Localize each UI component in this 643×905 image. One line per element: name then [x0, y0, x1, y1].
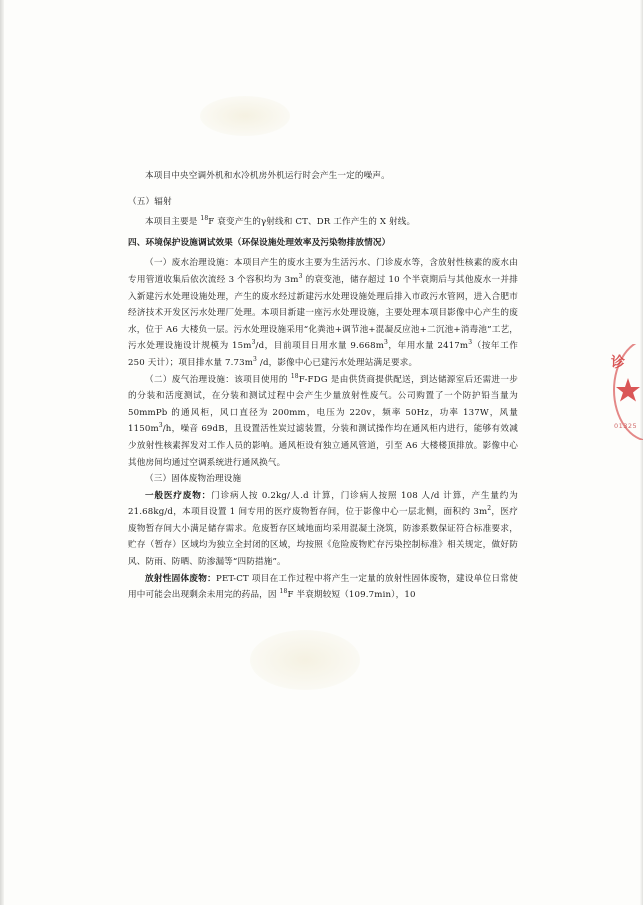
scan-blot-top: [200, 96, 290, 136]
paragraph-radioactive-waste: 放射性固体废物：PET-CT 项目在工作过程中将产生一定量的放射性固体废物，建设单位日常使用中可能会出现剩余未用完的药品，因 $^{18}$F 半衰期较短（109.7min），10: [128, 573, 518, 601]
radioactive-waste-label: 放射性固体废物：: [145, 573, 217, 584]
scan-left-edge: [0, 0, 4, 905]
paragraph-medical-waste: 一般医疗废物：门诊病人按 0.2kg/人.d 计算，门诊病人按照 108 人/d 计算，产生量约为 21.68kg/d，本项目设置 1 间专用的医疗废物暂存间，位于影像中心一层北侧，面积约 $3m^2$，医疗废物暂存间大小满足储存需求。危废暂存区域地面均采用混凝土浇筑，防渗系数保证符合标准要求，贮存（暂存）区域均为独立全封闭的区域，均按照《危险废物贮存污染控制标准》相关规定，做好防风、防雨、防晒、防渗漏等“四防措施”。: [128, 490, 519, 568]
seal-text: 诊: [611, 355, 625, 371]
section-solid-waste-title: （三）固体废物治理设施: [145, 474, 242, 485]
seal-star-icon: [615, 377, 641, 403]
medical-waste-label: 一般医疗废物：: [145, 490, 212, 501]
heading-environmental-protection: 四、环境保护设施调试效果（环保设施处理效率及污染物排放情况）: [128, 237, 391, 248]
seal-number: 01325: [614, 422, 638, 430]
paragraph-noise: 本项目中央空调外机和水冷机房外机运行时会产生一定的噪声。: [145, 171, 390, 181]
red-seal-stamp: [611, 344, 643, 440]
paragraph-exhaust-gas: （二）废气治理设施：该项目使用的 $^{18}$F-FDG 是由供货商提供配送，到达储源室后还需进一步的分装和活度测试，在分装和测试过程中会产生少量放射性废气。公司购置了一个防护铅当量为 50mmPb 的通风柜，风口直径为 200mm，电压为 220v，频率 50Hz，功率 137W，风量 $1150m^3/h$，噪音 69dB，且设置活性炭过滤装置，分装和测试操作均在通风柜内进行，能够有效减少放射性核素挥发对工作人员的影响。通风柜设有独立通风管道，引至 A6 大楼楼顶排放。影像中心其他房间均通过空调系统进行通风换气。: [128, 372, 518, 468]
paragraph-radiation: 本项目主要是 $^{18}$F 衰变产生的γ射线和 CT、DR 工作产生的 X 射线。: [145, 215, 416, 228]
section-radiation-title: （五）辐射: [128, 196, 172, 207]
paragraph-wastewater: （一）废水治理设施：本项目产生的废水主要为生活污水、门诊废水等，含放射性核素的废水由专用管道收集后依次流经 3 个容积均为 $3m^3$ 的衰变池，储存超过 10 个半衰期后与其他废水一并排入新建污水处理设施处理，产生的废水经过新建污水处理设施处理后排入市政污水管网，进入合肥市经济技术开发区污水处理厂处理。本项目新建一座污水处理设施，主要处理本项目影像中心产生的废水，位于 A6 大楼负一层。污水处理设施采用“化粪池+调节池+混凝反应池+二沉池+消毒池”工艺，污水处理设施设计规模为 $15m^3/d$，目前项目日用水量 $9.668m^3$，年用水量 $2417m^3$（按年工作 250 天计）；项目排水量 $7.73m^3$ /d，影像中心已建污水处理站满足要求。: [128, 258, 518, 368]
scan-blot-bottom: [250, 630, 360, 690]
document-body: [128, 168, 518, 604]
